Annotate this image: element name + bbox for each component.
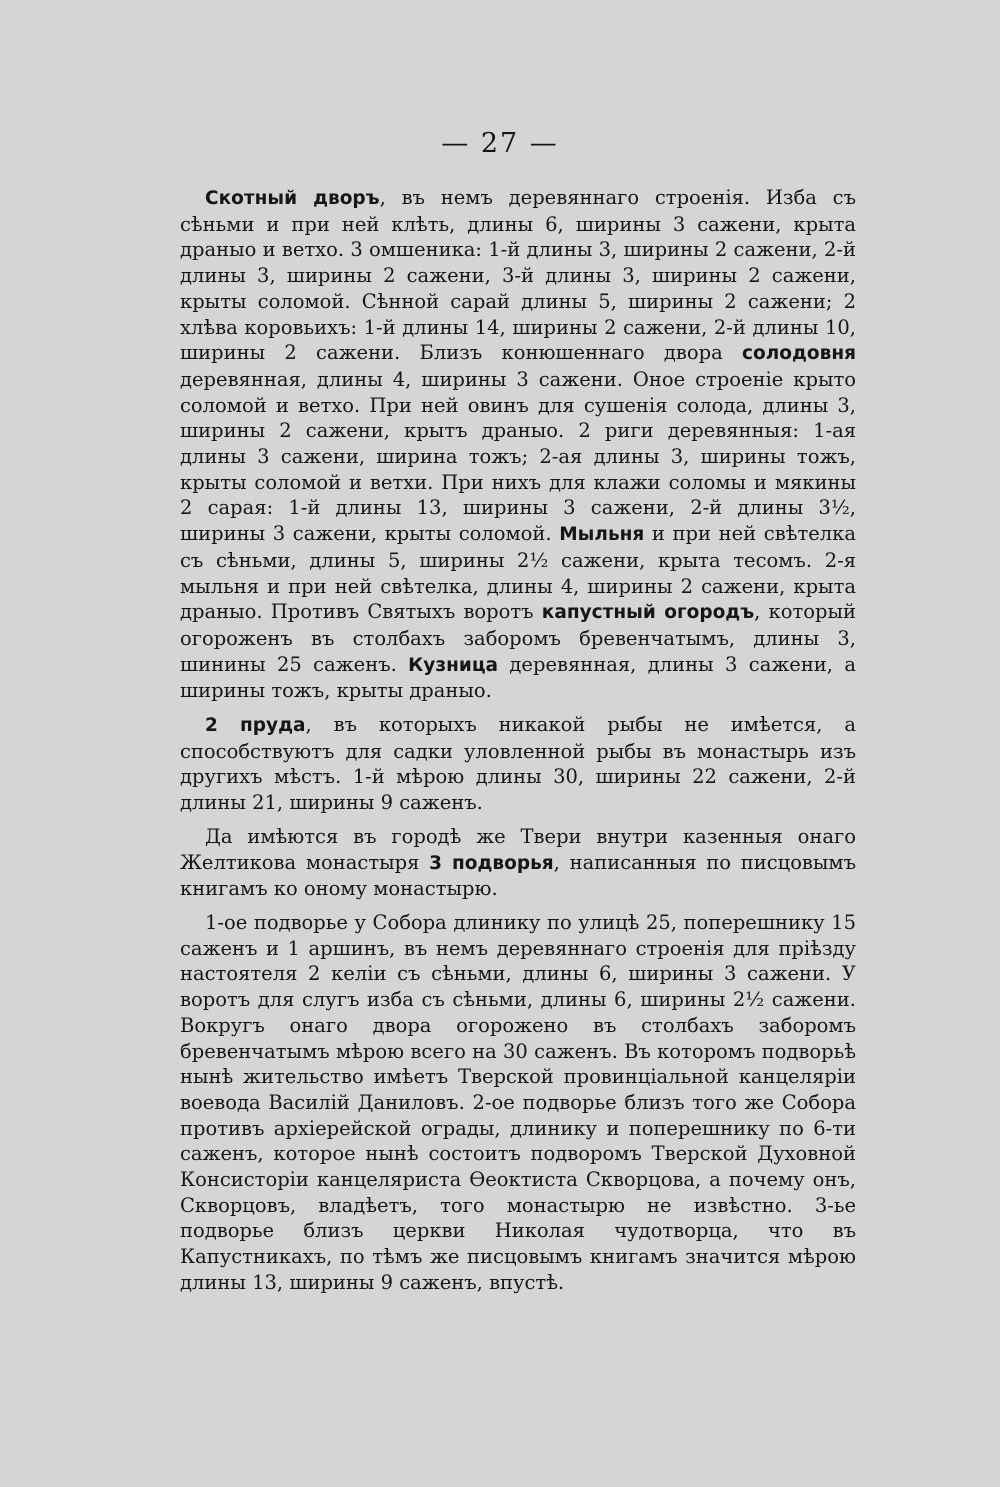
text-run: деревянная, длины 4, ширины 3 сажени. Оное строеніе крыто соломой и ветхо. При ней овинъ для сушенія солода, длины 3, ширины 2 сажени, крытъ драныо. 2 риги деревянныя: 1-ая длины 3 сажени, ширина тожъ; 2-ая длины 3, ширины тожъ, крыты соломой и ветхи. При нихъ для клажи соломы и мякины 2 сарая: 1-й длины 13, ширины 3 сажени, 2-й длины 3½, ширины 3 сажени, крыты соломой.	[180, 367, 856, 546]
bold-term: Скотный дворъ	[205, 188, 380, 209]
main-text	[180, 185, 856, 1304]
text-run: , въ которыхъ никакой рыбы не имѣется, а способствуютъ для садки уловленной рыбы въ монастырь изъ другихъ мѣстъ. 1-й мѣрою длины 30, ширины 22 сажени, 2-й длины 21, ширины 9 саженъ.	[180, 713, 856, 815]
bold-term: солодовня	[742, 343, 856, 365]
text-run: , написанныя по писцовымъ книгамъ ко оному монастырю.	[180, 850, 857, 901]
paragraph	[180, 824, 856, 902]
bold-term: Мыльня	[559, 524, 645, 546]
paragraph	[180, 185, 856, 704]
page-number: — 27 —	[441, 128, 559, 159]
paragraph	[180, 712, 856, 816]
bold-term: капустный огородъ	[541, 602, 755, 624]
bold-term: 2 пруда	[205, 715, 306, 737]
text-run: Да имѣются въ городѣ же Твери внутри казенныя онаго Желтикова монастыря	[180, 824, 856, 874]
paragraph	[180, 910, 856, 1296]
text-run: 1-ое подворье у Собора длинику по улицѣ 25, поперешнику 15 саженъ и 1 аршинъ, въ немъ деревяннаго строенія для пріѣзду настоятеля 2 келіи съ сѣньми, длины 6, ширины 3 сажени. У воротъ для слугъ изба съ сѣньми, длины 6, ширины 2½ сажени. Вокругъ онаго двора огорожено въ столбахъ заборомъ бревенчатымъ мѣрою всего на 30 саженъ. Въ которомъ подворьѣ нынѣ жительство имѣетъ Тверской провинціальной канцеляріи воевода Василій Даниловъ. 2-ое подворье близъ того же Собора противъ архіерейской ограды, длинику и поперешнику по 6-ти саженъ, которое нынѣ состоитъ подворомъ Тверской Духовной Консисторіи канцеляриста Ѳеоктиста Скворцова, а почему онъ, Скворцовъ, владѣетъ, того монастырю не извѣстно. 3-ье подворье близъ церкви Николая чудотворца, что въ Капустникахъ, по тѣмъ же писцовымъ книгамъ значится мѣрою длины 13, ширины 9 саженъ, впустѣ.	[180, 910, 856, 1294]
text-run: деревянная, длины 3 сажени, а ширины тожъ, крыты драныо.	[180, 652, 856, 703]
text-run: , въ немъ деревяннаго строенія. Изба съ сѣньми и при ней клѣть, длины 6, ширины 3 сажени, крыта драныо и ветхо. 3 омшеника: 1-й длины 3, ширины 2 сажени, 2-й длины 3, ширины 2 сажени, 3-й длины 3, ширины 2 сажени, крыты соломой. Сѣнной сарай длины 5, ширины 2 сажени; 2 хлѣва коровьихъ: 1-й длины 14, ширины 2 сажени, 2-й длины 10, ширины 2 сажени. Близъ конюшеннаго двора	[180, 186, 856, 365]
text-run: , который огороженъ въ столбахъ заборомъ бревенчатымъ, длины 3, шинины 25 саженъ.	[180, 600, 856, 676]
bold-term: 3 подворья	[429, 852, 554, 874]
bold-term: Кузница	[408, 654, 499, 676]
text-run: и при ней свѣтелка съ сѣньми, длины 5, ширины 2½ сажени, крыта тесомъ. 2-я мыльня и при ней свѣтелка, длины 4, ширины 2 сажени, крыта драныо. Противъ Святыхъ воротъ	[180, 522, 856, 624]
